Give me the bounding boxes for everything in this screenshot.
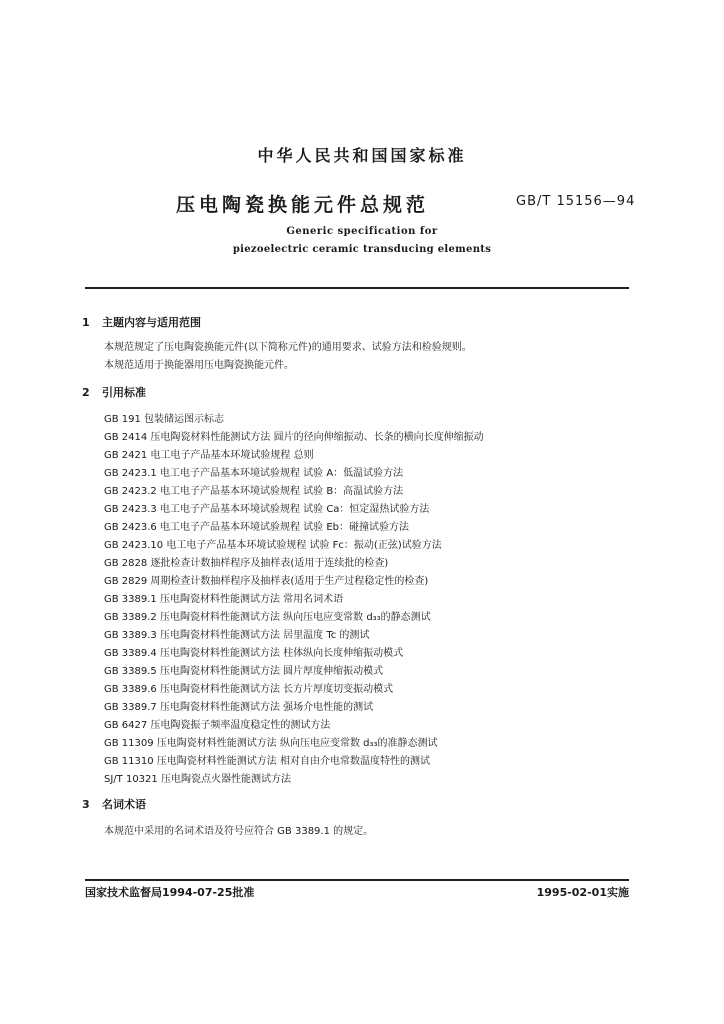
reference-item: GB 2423.3 电工电子产品基本环境试验规程 试验 Ca：恒定湿热试验方法 <box>104 504 430 515</box>
reference-item: GB 2423.2 电工电子产品基本环境试验规程 试验 B：高温试验方法 <box>104 486 404 497</box>
reference-item: GB 3389.7 压电陶瓷材料性能测试方法 强场介电性能的测试 <box>104 702 374 713</box>
effective-date: 1995-02-01实施 <box>536 886 629 899</box>
reference-item: GB 191 包装储运图示标志 <box>104 414 225 425</box>
reference-item: GB 2423.10 电工电子产品基本环境试验规程 试验 Fc：振动(正弦)试验方法 <box>104 540 442 551</box>
reference-item: GB 2421 电工电子产品基本环境试验规程 总则 <box>104 450 314 461</box>
section-1-paragraph-2: 本规范适用于换能器用压电陶瓷换能元件。 <box>104 360 294 371</box>
standard-code: GB/T 15156—94 <box>516 194 636 209</box>
approval-date: 国家技术监督局1994-07-25批准 <box>85 886 255 899</box>
reference-item: SJ/T 10321 压电陶瓷点火器性能测试方法 <box>104 774 291 785</box>
section-1-paragraph-1: 本规范规定了压电陶瓷换能元件(以下简称元件)的通用要求、试验方法和检验规则。 <box>104 342 472 353</box>
reference-item: GB 3389.3 压电陶瓷材料性能测试方法 居里温度 Tc 的测试 <box>104 630 370 641</box>
section-number: 1 <box>82 316 90 329</box>
reference-item: GB 3389.1 压电陶瓷材料性能测试方法 常用名词术语 <box>104 594 344 605</box>
bottom-divider <box>85 879 629 881</box>
reference-item: GB 11310 压电陶瓷材料性能测试方法 相对自由介电常数温度特性的测试 <box>104 756 430 767</box>
reference-item: GB 3389.6 压电陶瓷材料性能测试方法 长方片厚度切变振动模式 <box>104 684 394 695</box>
reference-item: GB 2829 周期检查计数抽样程序及抽样表(适用于生产过程稳定性的检查) <box>104 576 429 587</box>
reference-item: GB 2414 压电陶瓷材料性能测试方法 圆片的径向伸缩振动、长条的横向长度伸缩振动 <box>104 432 484 443</box>
reference-item: GB 11309 压电陶瓷材料性能测试方法 纵向压电应变常数 d₃₃的准静态测试 <box>104 738 438 749</box>
top-divider <box>85 287 629 289</box>
section-1-heading <box>82 314 201 330</box>
section-title: 名词术语 <box>102 798 146 811</box>
reference-item: GB 3389.4 压电陶瓷材料性能测试方法 柱体纵向长度伸缩振动模式 <box>104 648 404 659</box>
reference-item: GB 3389.5 压电陶瓷材料性能测试方法 圆片厚度伸缩振动模式 <box>104 666 384 677</box>
section-number: 2 <box>82 386 90 399</box>
english-title-line-1: Generic specification for <box>286 226 438 237</box>
reference-item: GB 3389.2 压电陶瓷材料性能测试方法 纵向压电应变常数 d₃₃的静态测试 <box>104 612 431 623</box>
reference-item: GB 6427 压电陶瓷振子频率温度稳定性的测试方法 <box>104 720 331 731</box>
document-title: 压电陶瓷换能元件总规范 <box>176 194 430 216</box>
reference-item: GB 2423.1 电工电子产品基本环境试验规程 试验 A：低温试验方法 <box>104 468 404 479</box>
section-3-heading <box>82 796 146 812</box>
english-title-line-2: piezoelectric ceramic transducing elements <box>232 244 492 255</box>
national-standard-heading: 中华人民共和国国家标准 <box>257 146 467 165</box>
section-title: 引用标准 <box>102 386 146 399</box>
section-title: 主题内容与适用范围 <box>102 316 201 329</box>
reference-item: GB 2423.6 电工电子产品基本环境试验规程 试验 Eb：碰撞试验方法 <box>104 522 409 533</box>
section-3-paragraph-1: 本规范中采用的名词术语及符号应符合 GB 3389.1 的规定。 <box>104 826 374 837</box>
section-2-heading <box>82 384 146 400</box>
reference-item: GB 2828 逐批检查计数抽样程序及抽样表(适用于连续批的检查) <box>104 558 389 569</box>
section-number: 3 <box>82 798 90 811</box>
